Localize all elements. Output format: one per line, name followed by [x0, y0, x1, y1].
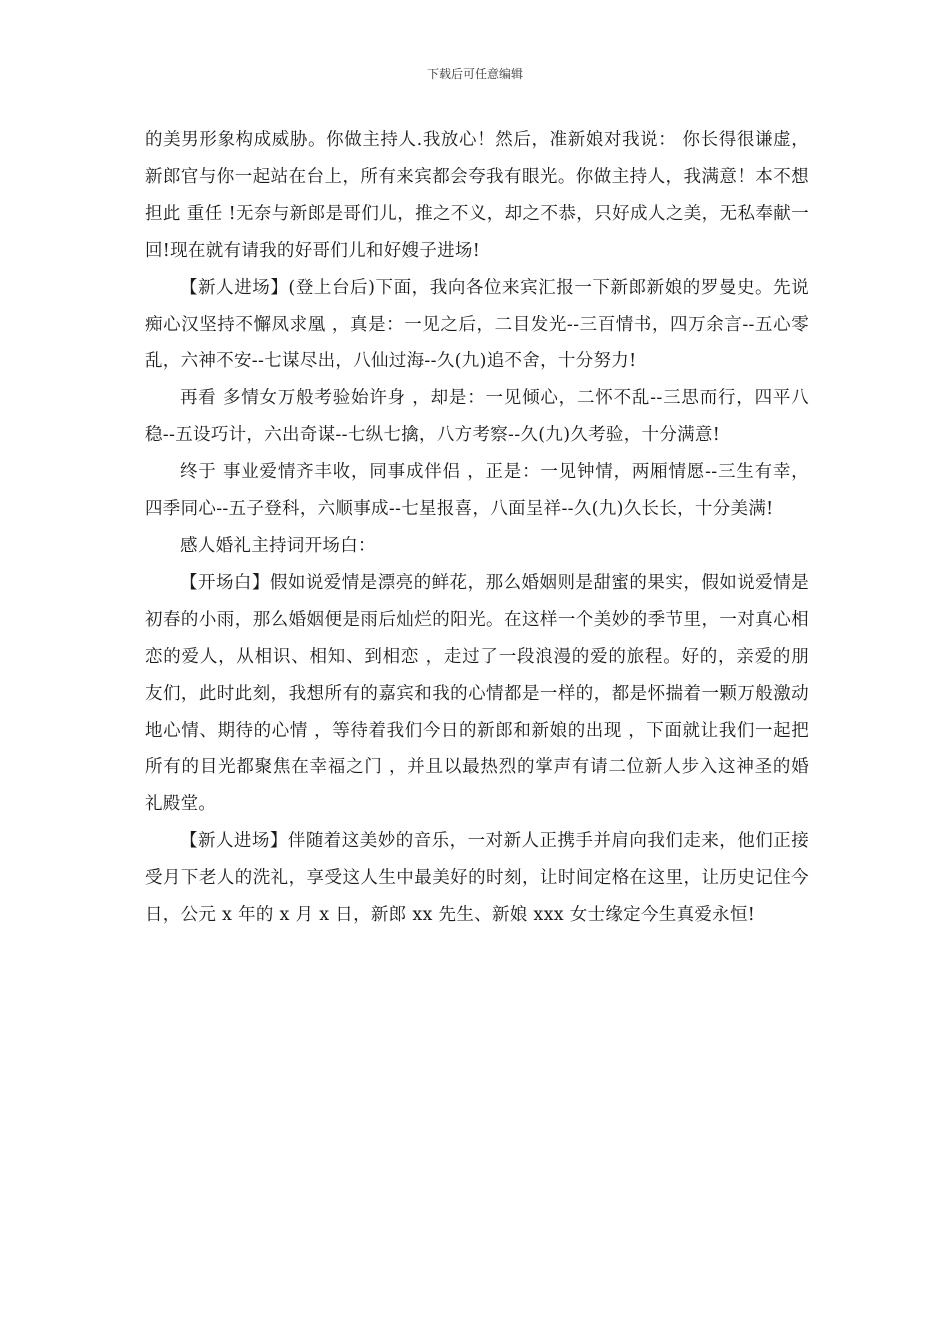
paragraph-bride-tests: 再看 多情女万般考验始许身 ，却是：一见倾心，二怀不乱--三思而行，四平八稳--五设巧计，六出奇谋--七纵七擒，八方考察--久(九)久考验，十分满意! — [145, 388, 809, 446]
paragraph-couple-entrance: 【新人进场】伴随着这美妙的音乐，一对新人正携手并肩向我们走来，他们正接受月下老人的洗礼，享受这人生中最美好的时刻，让时间定格在这里，让历史记住今日，公元 x 年的 x 月 x 日，新郎 xx 先生、新娘 xxx 女士缘定今生真爱永恒! — [145, 831, 809, 926]
paragraph-harvest: 终于 事业爱情齐丰收，同事成伴侣 ，正是：一见钟情，两厢情愿--三生有幸，四季同心--五子登科，六顺事成--七星报喜，八面呈祥--久(九)久长长，十分美满! — [145, 462, 809, 520]
section-heading-opening: 感人婚礼主持词开场白： — [180, 535, 376, 556]
paragraph-continuation: 的美男形象构成威胁。你做主持人.我放心！然后，准新娘对我说： 你长得很谦虚，新郎官与你一起站在台上，所有来宾都会夸我有眼光。你做主持人，我满意！本不想担此 重任 !无奈与新郎是哥们儿，推之不义，却之不恭，只好成人之美，无私奉献一回!现在就有请我的好哥们儿和好嫂子进场! — [145, 130, 809, 261]
paragraph-opening-speech: 【开场白】假如说爱情是漂亮的鲜花，那么婚姻则是甜蜜的果实，假如说爱情是初春的小雨，那么婚姻便是雨后灿烂的阳光。在这样一个美妙的季节里，一对真心相恋的爱人，从相识、相知、到相恋 ，走过了一段浪漫的爱的旅程。好的，亲爱的朋友们，此时此刻，我想所有的嘉宾和我的心情都是一样的，都是怀揣着一颗万般激动地心情、期待的心情 ，等待着我们今日的新郎和新娘的出现 ，下面就让我们一起把所有的目光都聚焦在幸福之门 ，并且以最热烈的掌声有请二位新人步入这神圣的婚礼殿堂。 — [145, 572, 809, 815]
document-body — [145, 122, 809, 934]
paragraph-couple-entrance-romance: 【新人进场】(登上台后)下面，我向各位来宾汇报一下新郎新娘的罗曼史。先说 痴心汉坚持不懈凤求凰 ，真是：一见之后，二目发光--三百情书，四万余言--五心零乱，六神不安--七谋尽出，八仙过海--久(九)追不舍，十分努力! — [145, 277, 809, 372]
page-header: 下载后可任意编辑 — [426, 67, 523, 81]
